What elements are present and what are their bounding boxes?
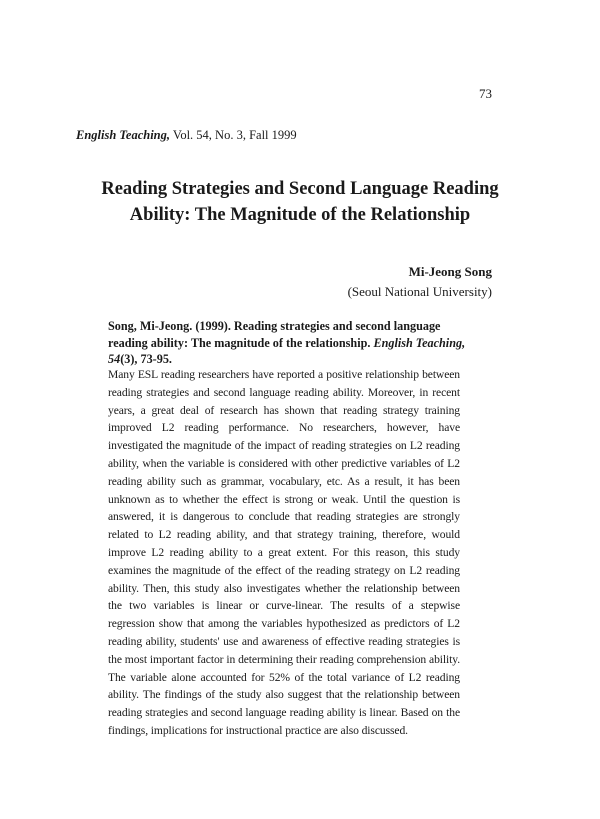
- title-line-1: Reading Strategies and Second Language Reading: [101, 179, 499, 199]
- citation-text: Song, Mi-Jeong. (1999). Reading strategies and second language reading ability: The magnitude of the relationship.: [108, 319, 441, 350]
- author-block: [348, 262, 492, 302]
- journal-header: [76, 128, 297, 143]
- citation-journal: English Teaching,: [373, 335, 466, 350]
- author-name: Mi-Jeong Song: [408, 264, 492, 279]
- journal-name: English Teaching,: [76, 128, 171, 142]
- citation: [108, 318, 468, 368]
- citation-pages: (3), 73-95.: [120, 352, 172, 366]
- title-line-2: Ability: The Magnitude of the Relationship: [129, 205, 471, 225]
- abstract: Many ESL reading researchers have reported a positive relationship between reading strategies and second language reading ability. Moreover, in recent years, a great deal of research has shown that reading strategy training improved L2 reading performance. No researchers, however, have investigated the magnitude of the impact of reading strategies on L2 reading ability, when the variable is considered with other predictive variables of L2 reading ability such as grammar, vocabulary, etc. As a result, it has been unknown as to whether the effect is strong or weak. Until the question is answered, it is dangerous to conclude that reading strategies are strongly related to L2 reading ability, and that strategy training, therefore, would improve L2 reading ability to a great extent. For this reason, this study examines the magnitude of the effect of the reading strategy on L2 reading ability. Then, this study also investigates whether the relationship between the two variables is linear or curve-linear. The results of a stepwise regression show that among the variables hypothesized as predictors of L2 reading ability, students' use and awareness of effective reading strategies is the most important factor in determining their reading comprehension ability. The variable alone accounted for 52% of the total variance of L2 reading ability. The findings of the study also suggest that the relationship between reading strategies and second language reading ability is linear. Based on the findings, implications for instructional practice are also discussed.: [108, 368, 460, 737]
- author-affiliation: (Seoul National University): [347, 284, 492, 299]
- journal-issue: Vol. 54, No. 3, Fall 1999: [172, 128, 297, 142]
- page-number: 73: [479, 86, 492, 101]
- paper-title: [40, 176, 560, 228]
- citation-volume: 54: [108, 352, 121, 366]
